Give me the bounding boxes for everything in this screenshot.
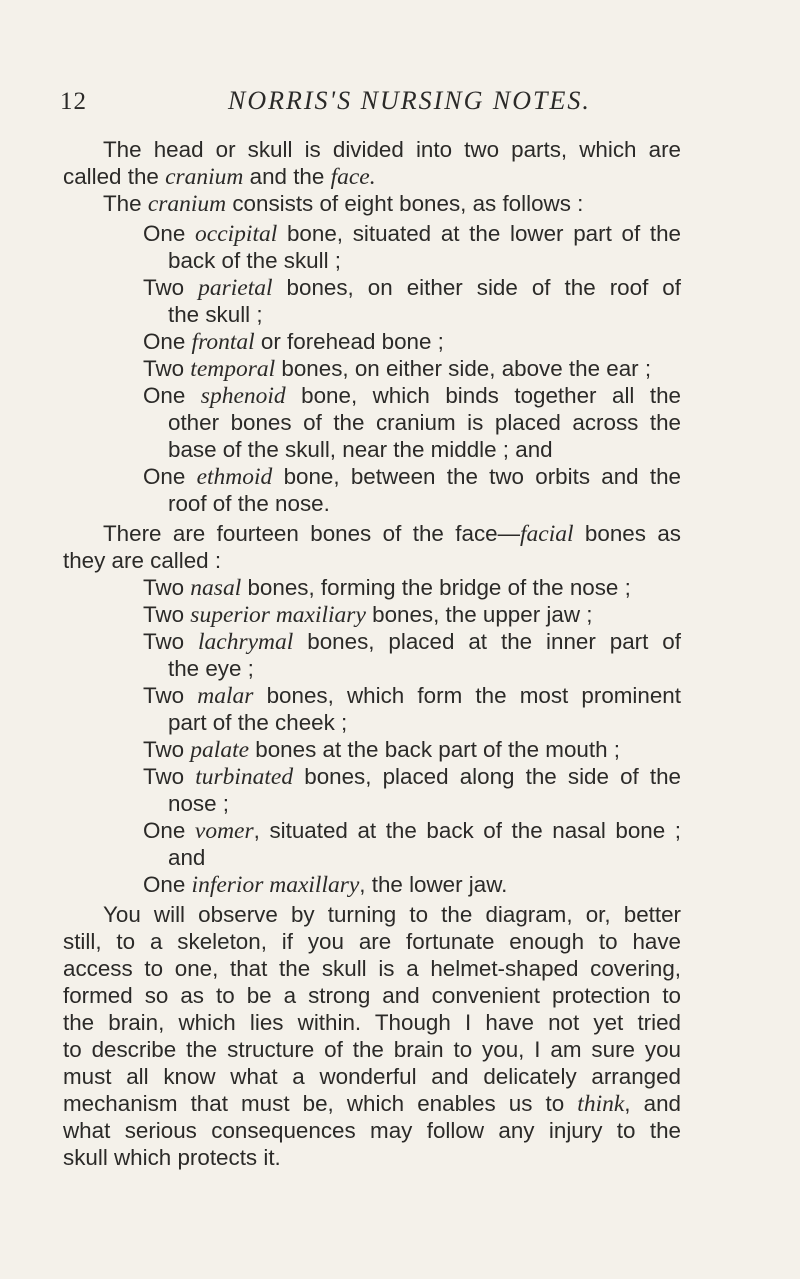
- text-run: access to one, that the skull is a helmet-shaped covering,: [63, 956, 681, 981]
- text-run: to describe the structure of the brain to you, I am sure you: [63, 1037, 681, 1062]
- text-run: the skull ;: [168, 302, 263, 327]
- italic-term: ethmoid: [196, 464, 273, 490]
- text-run: bones, on either side, above the ear ;: [275, 356, 652, 381]
- text-line: [143, 736, 620, 764]
- italic-term: occipital: [195, 221, 278, 247]
- italic-term: sphenoid: [200, 383, 286, 409]
- text-run: , situated at the back of the nasal bone ;: [253, 818, 681, 843]
- italic-term: cranium: [147, 191, 227, 217]
- italic-term: frontal: [191, 329, 255, 355]
- text-line: [63, 1144, 281, 1172]
- text-line: [143, 628, 681, 656]
- text-run: skull which protects it.: [63, 1145, 281, 1170]
- italic-term: malar: [197, 683, 254, 709]
- text-run: Two: [143, 602, 191, 627]
- italic-term: palate: [190, 737, 250, 763]
- text-line: [143, 274, 681, 302]
- text-line: [63, 163, 376, 191]
- text-run: bones, forming the bridge of the nose ;: [241, 575, 631, 600]
- text-run: bones, the upper jaw ;: [365, 602, 593, 627]
- text-run: bones, on either side of the roof of: [272, 275, 681, 300]
- text-line: [103, 136, 681, 164]
- text-run: bone, situated at the lower part of the: [277, 221, 681, 246]
- text-run: bones, placed along the side of the: [293, 764, 681, 789]
- text-line: [143, 382, 681, 410]
- text-line: [168, 436, 553, 464]
- text-run: they are called :: [63, 548, 222, 573]
- text-run: One: [143, 464, 197, 489]
- text-line: [168, 409, 681, 437]
- text-run: bones as: [573, 521, 681, 546]
- text-line: [143, 355, 651, 383]
- text-run: There are fourteen bones of the face—: [103, 521, 520, 546]
- text-run: Two: [143, 737, 191, 762]
- text-line: [143, 682, 681, 710]
- text-run: The head or skull is divided into two parts, which are: [103, 137, 681, 162]
- text-run: Two: [143, 764, 196, 789]
- italic-term: facial: [519, 521, 574, 547]
- text-run: the eye ;: [168, 656, 254, 681]
- text-run: back of the skull ;: [168, 248, 341, 273]
- text-line: [103, 520, 681, 548]
- text-line: [143, 871, 507, 899]
- text-run: Two: [143, 683, 198, 708]
- text-run: bone, between the two orbits and the: [272, 464, 682, 489]
- text-line: [143, 463, 681, 491]
- text-run: bone, which binds together all the: [285, 383, 681, 408]
- italic-term: cranium: [165, 164, 244, 190]
- text-run: bones at the back part of the mouth ;: [249, 737, 620, 762]
- italic-term: think: [577, 1091, 625, 1117]
- text-run: One: [143, 872, 192, 897]
- text-run: You will observe by turning to the diagram, or, better: [103, 902, 681, 927]
- text-line: [143, 601, 592, 629]
- text-run: The: [103, 191, 148, 216]
- text-run: , and: [624, 1091, 681, 1116]
- text-run: and: [168, 845, 206, 870]
- text-run: Two: [143, 629, 199, 654]
- text-line: [63, 1009, 681, 1037]
- text-run: what serious consequences may follow any injury to the: [63, 1118, 681, 1143]
- text-run: mechanism that must be, which enables us to: [63, 1091, 578, 1116]
- text-run: roof of the nose.: [168, 491, 330, 516]
- text-line: [63, 1063, 681, 1091]
- text-run: called the: [63, 164, 166, 189]
- text-run: must all know what a wonderful and delicately arranged: [63, 1064, 681, 1089]
- text-run: bones, which form the most prominent: [253, 683, 681, 708]
- text-run: One: [143, 329, 192, 354]
- text-run: Two: [143, 356, 191, 381]
- text-line: [63, 1090, 681, 1118]
- text-line: [168, 655, 254, 683]
- text-run: the brain, which lies within. Though I have not yet tried: [63, 1010, 681, 1035]
- text-run: other bones of the cranium is placed across the: [168, 410, 681, 435]
- text-line: [103, 190, 583, 218]
- text-run: or forehead bone ;: [254, 329, 444, 354]
- text-line: [168, 301, 263, 329]
- page-header: [0, 84, 800, 124]
- text-line: [168, 790, 229, 818]
- italic-term: nasal: [190, 575, 242, 601]
- page-number: 12: [60, 88, 87, 115]
- text-run: bones, placed at the inner part of: [293, 629, 681, 654]
- text-line: [143, 763, 681, 791]
- text-line: [143, 574, 631, 602]
- text-line: [63, 955, 681, 983]
- text-run: and the: [243, 164, 331, 189]
- text-line: [168, 247, 341, 275]
- italic-term: turbinated: [195, 764, 294, 790]
- italic-term: inferior maxillary: [191, 872, 360, 898]
- text-run: Two: [143, 575, 191, 600]
- text-run: , the lower jaw.: [359, 872, 508, 897]
- text-line: [63, 1036, 681, 1064]
- text-run: consists of eight bones, as follows :: [226, 191, 584, 216]
- italic-term: parietal: [198, 275, 273, 301]
- italic-term: superior maxiliary: [190, 602, 366, 628]
- text-run: formed so as to be a strong and convenient protection to: [63, 983, 681, 1008]
- text-run: One: [143, 221, 196, 246]
- italic-term: face.: [330, 164, 376, 190]
- text-line: [168, 844, 205, 872]
- italic-term: temporal: [190, 356, 276, 382]
- text-line: [103, 901, 681, 929]
- italic-term: vomer: [194, 818, 254, 844]
- text-line: [63, 928, 681, 956]
- text-line: [143, 817, 681, 845]
- text-line: [63, 982, 681, 1010]
- running-title: NORRIS'S NURSING NOTES.: [228, 86, 591, 115]
- text-line: [63, 1117, 681, 1145]
- text-line: [168, 490, 330, 518]
- text-run: Two: [143, 275, 199, 300]
- text-line: [168, 709, 347, 737]
- text-run: nose ;: [168, 791, 229, 816]
- text-run: still, to a skeleton, if you are fortunate enough to have: [63, 929, 681, 954]
- text-run: base of the skull, near the middle ; and: [168, 437, 553, 462]
- text-run: One: [143, 818, 195, 843]
- text-line: [143, 328, 444, 356]
- text-line: [63, 547, 221, 575]
- text-run: One: [143, 383, 201, 408]
- italic-term: lachrymal: [198, 629, 294, 655]
- text-line: [143, 220, 681, 248]
- text-run: part of the cheek ;: [168, 710, 348, 735]
